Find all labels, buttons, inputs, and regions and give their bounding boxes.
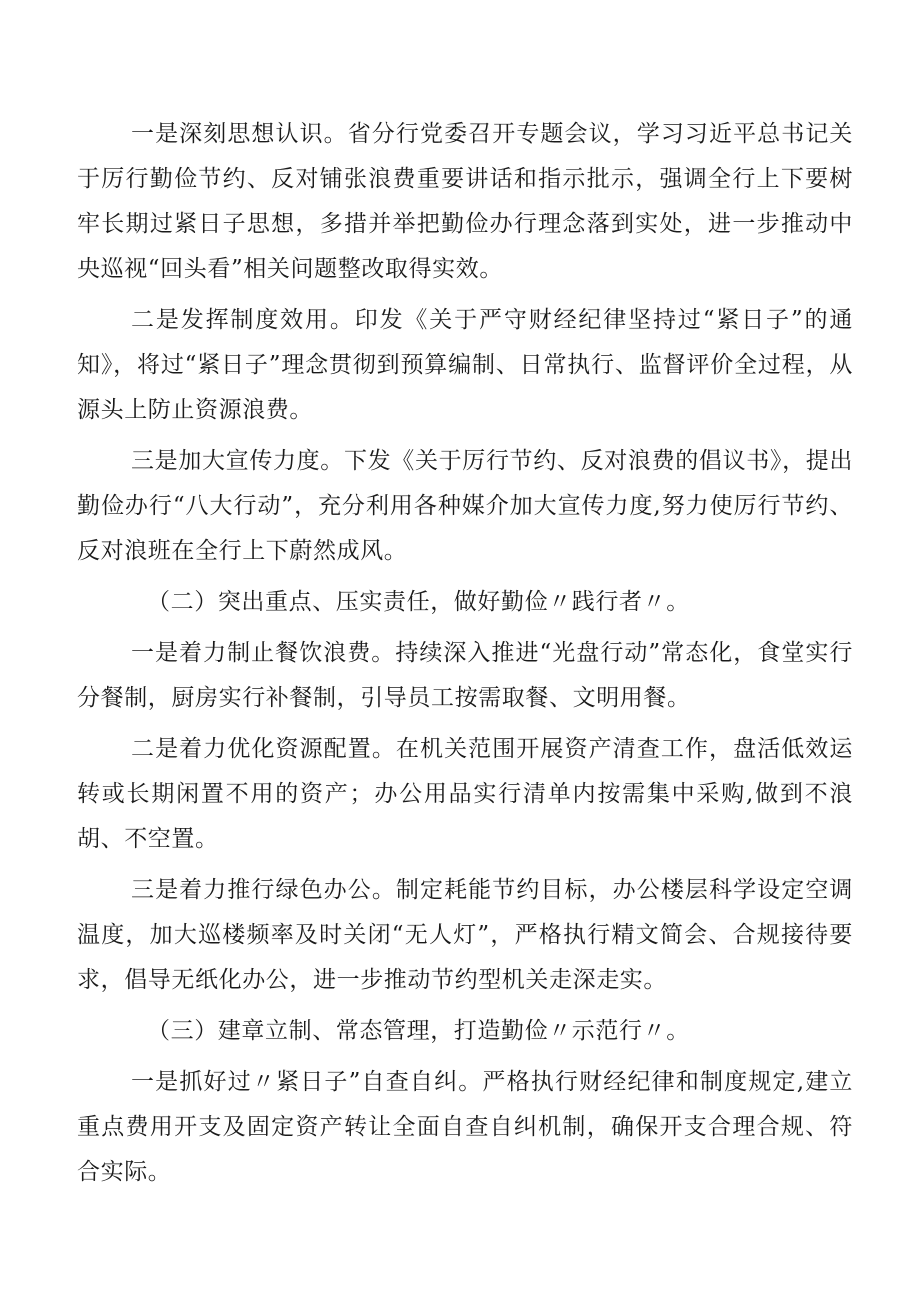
paragraph-self-inspection: 一是抓好过〃紧日子”自查自纠。严格执行财经纪律和制度规定,建立重点费用开支及固定资产转让全面自查自纠机制，确保开支合理合规、符合实际。 [77, 1069, 853, 1185]
section-heading-2: （二）突出重点、压实责任，做好勤俭〃践行者〃。 [147, 589, 690, 615]
paragraph-food-waste: 一是着力制止餐饮浪费。持续深入推进“光盘行动”常态化，食堂实行分餐制，厨房实行补餐制，引导员工按需取餐、文明用餐。 [77, 640, 853, 711]
paragraph-green-office: 三是着力推行绿色办公。制定耗能节约目标，办公楼层科学设定空调温度，加大巡楼频率及时关闭“无人灯”，严格执行精文简会、合规接待要求，倡导无纸化办公，进一步推动节约型机关走深走实。 [77, 877, 853, 993]
document-body [77, 112, 853, 1201]
paragraph-deepen-understanding: 一是深刻思想认识。省分行党委召开专题会议，学习习近平总书记关于厉行勤俭节约、反对铺张浪费重要讲话和指示批示，强调全行上下要树牢长期过紧日子思想，多措并举把勤俭办行理念落到实处，进一步推动中央巡视“回头看”相关问题整改取得实效。 [77, 121, 853, 282]
paragraph-institutional-effect: 二是发挥制度效用。印发《关于严守财经纪律坚持过“紧日子”的通知》，将过“紧日子”理念贯彻到预算编制、日常执行、监督评价全过程，从源头上防止资源浪费。 [77, 307, 853, 423]
section-heading-3: （三）建章立制、常态管理，打造勤俭〃示范行〃。 [147, 1018, 690, 1044]
paragraph-publicity: 三是加大宣传力度。下发《关于厉行节约、反对浪费的倡议书》，提出勤俭办行“八大行动”，充分利用各种媒介加大宣传力度,努力使厉行节约、反对浪班在全行上下蔚然成风。 [77, 448, 853, 564]
paragraph-resource-allocation: 二是着力优化资源配置。在机关范围开展资产清查工作，盘活低效运转或长期闲置不用的资产；办公用品实行清单内按需集中采购,做到不浪胡、不空置。 [77, 736, 853, 852]
